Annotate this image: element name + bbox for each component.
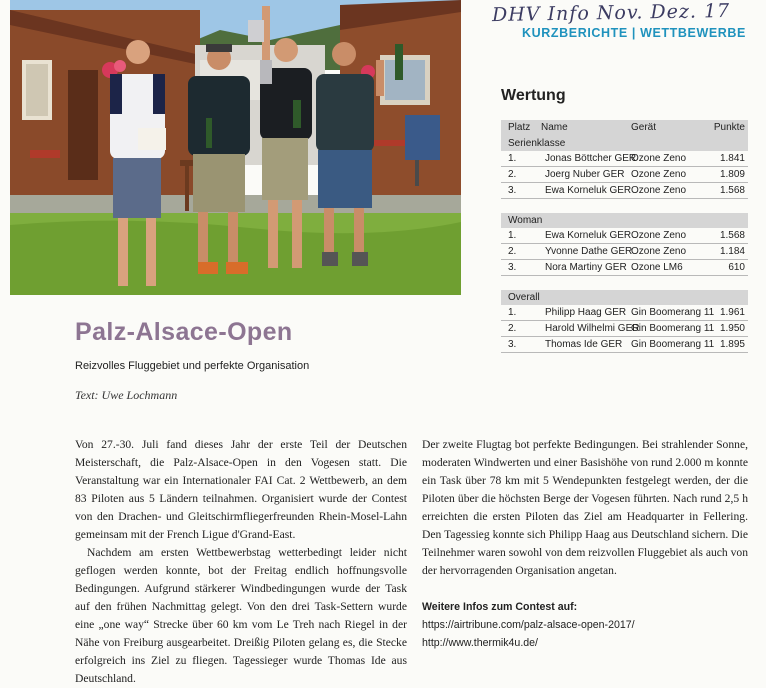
- handwritten-note: DHV Info Nov. Dez. 17: [491, 0, 731, 27]
- article-author: Text: Uwe Lochmann: [75, 388, 178, 402]
- paragraph: Der zweite Flugtag bot perfekte Bedingungen. Bei strahlender Sonne, moderaten Windwerten und einer Basishöhe von rund 2.000 m konnte ein Task über 78 km mit 5 Wendepunkten festgelegt werden, der die Piloten über die höchsten Berge der Vogesen führten. Nach rund 2,5 h erreichten die ersten Piloten das Ziel am Headquarter in Fellering. Den Tagessieg konnte sich Philipp Haag aus Deutschland sichern. Die Teilnehmer waren sowohl von dem reizvollen Fluggebiet als auch von der hervorragenden Organisation angetan.: [422, 438, 748, 577]
- cell-name: Yvonne Dathe GER: [545, 246, 633, 257]
- cell-platz: 1.: [508, 153, 517, 164]
- cell-punkte: 1.184: [719, 246, 745, 257]
- cell-name: Jonas Böttcher GER: [545, 153, 637, 164]
- cell-name: Ewa Korneluk GER: [545, 230, 632, 241]
- cell-geraet: Ozone LM6: [631, 262, 683, 273]
- cell-name: Ewa Korneluk GER: [545, 185, 632, 196]
- paragraph: Von 27.-30. Juli fand dieses Jahr der erste Teil der Deutschen Meisterschaft, die Palz-Alsace-Open in den Vogesen statt. Die Veranstaltung war ein Internationaler FAI Cat. 2 Wettbewerb, an dem 83 Piloten aus 5 Ländern teilnahmen. Organisiert wurde der Contest von den Drachen- und Gleitschirmfliegerfreunden Rhein-Mosel-Lahn gemeinsam mit der French Ligue d'Grand-East.: [75, 438, 407, 541]
- link-thermik4u[interactable]: http://www.thermik4u.de/: [422, 637, 538, 649]
- more-info-block: [422, 598, 748, 652]
- cell-geraet: Ozone Zeno: [631, 169, 687, 180]
- results-header-row: [501, 120, 748, 136]
- table-row: [501, 228, 748, 244]
- section-header: KURZBERICHTE | WETTBEWERBE: [522, 26, 746, 40]
- cell-platz: 1.: [508, 230, 517, 241]
- cell-name: Philipp Haag GER: [545, 307, 627, 318]
- cell-punkte: 1.895: [719, 339, 745, 350]
- cell-platz: 2.: [508, 246, 517, 257]
- cell-punkte: 1.568: [719, 230, 745, 241]
- cell-geraet: Gin Boomerang 11: [631, 307, 715, 318]
- category-serienklasse: [501, 136, 748, 151]
- cell-platz: 2.: [508, 169, 517, 180]
- cell-name: Thomas Ide GER: [545, 339, 623, 350]
- category-label: Woman: [508, 215, 543, 226]
- table-row: [501, 244, 748, 260]
- table-row: [501, 337, 748, 353]
- cell-punkte: 1.809: [719, 169, 745, 180]
- category-woman: [501, 213, 748, 228]
- table-gap: [501, 276, 748, 290]
- table-row: [501, 260, 748, 276]
- winners-photo-illustration: [10, 0, 461, 295]
- table-row: [501, 183, 748, 199]
- category-overall: [501, 290, 748, 305]
- link-airtribune[interactable]: https://airtribune.com/palz-alsace-open-2017/: [422, 619, 635, 631]
- cell-punkte: 1.568: [719, 185, 745, 196]
- cell-geraet: Gin Boomerang 11: [631, 339, 715, 350]
- cell-punkte: 1.961: [719, 307, 745, 318]
- table-row: [501, 321, 748, 337]
- category-label: Overall: [508, 292, 540, 303]
- cell-geraet: Gin Boomerang 11: [631, 323, 715, 334]
- cell-platz: 2.: [508, 323, 517, 334]
- cell-name: Nora Martiny GER: [545, 262, 627, 273]
- article-column-2: [422, 436, 748, 652]
- results-table: [501, 120, 748, 353]
- col-header-geraet: Gerät: [631, 122, 657, 133]
- cell-punkte: 610: [728, 262, 745, 273]
- col-header-punkte: Punkte: [713, 122, 745, 133]
- table-row: [501, 305, 748, 321]
- table-row: [501, 167, 748, 183]
- cell-geraet: Ozone Zeno: [631, 153, 687, 164]
- article-column-1: [75, 436, 407, 688]
- article-subheadline: Reizvolles Fluggebiet und perfekte Organisation: [75, 360, 310, 372]
- cell-platz: 1.: [508, 307, 517, 318]
- cell-name: Harold Wilhelmi GER: [545, 323, 640, 334]
- col-header-name: Name: [541, 122, 568, 133]
- article-headline: Palz-Alsace-Open: [75, 318, 293, 346]
- col-header-platz: Platz: [508, 122, 531, 133]
- cell-platz: 3.: [508, 185, 517, 196]
- cell-geraet: Ozone Zeno: [631, 246, 687, 257]
- category-label: Serienklasse: [508, 138, 566, 149]
- cell-punkte: 1.841: [719, 153, 745, 164]
- cell-geraet: Ozone Zeno: [631, 185, 687, 196]
- winners-photo: [10, 0, 461, 295]
- cell-platz: 3.: [508, 262, 517, 273]
- cell-platz: 3.: [508, 339, 517, 350]
- cell-geraet: Ozone Zeno: [631, 230, 687, 241]
- cell-punkte: 1.950: [719, 323, 745, 334]
- results-title: Wertung: [501, 87, 566, 104]
- table-row: [501, 151, 748, 167]
- table-gap: [501, 199, 748, 213]
- paragraph: Nachdem am ersten Wettbewerbstag wetterbedingt leider nicht geflogen werden konnte, bot der Freitag endlich hoffnungsvolle Bedingungen. Aufgrund stärkerer Windbedingungen wurde der Task auf den frühen Nachmittag gelegt. Von den drei Task-Settern wurde eine „one way“ Strecke über 60 km vom Le Treh nach Riegel in der Nähe von Freiburg ausgearbeitet. Dreißig Piloten gelang es, die Stecke erfolgreich ins Ziel zu fliegen. Tagessieger wurde Thomas Ide aus Deutschland.: [75, 546, 407, 685]
- cell-name: Joerg Nuber GER: [545, 169, 625, 180]
- more-info-title: Weitere Infos zum Contest auf:: [422, 601, 578, 613]
